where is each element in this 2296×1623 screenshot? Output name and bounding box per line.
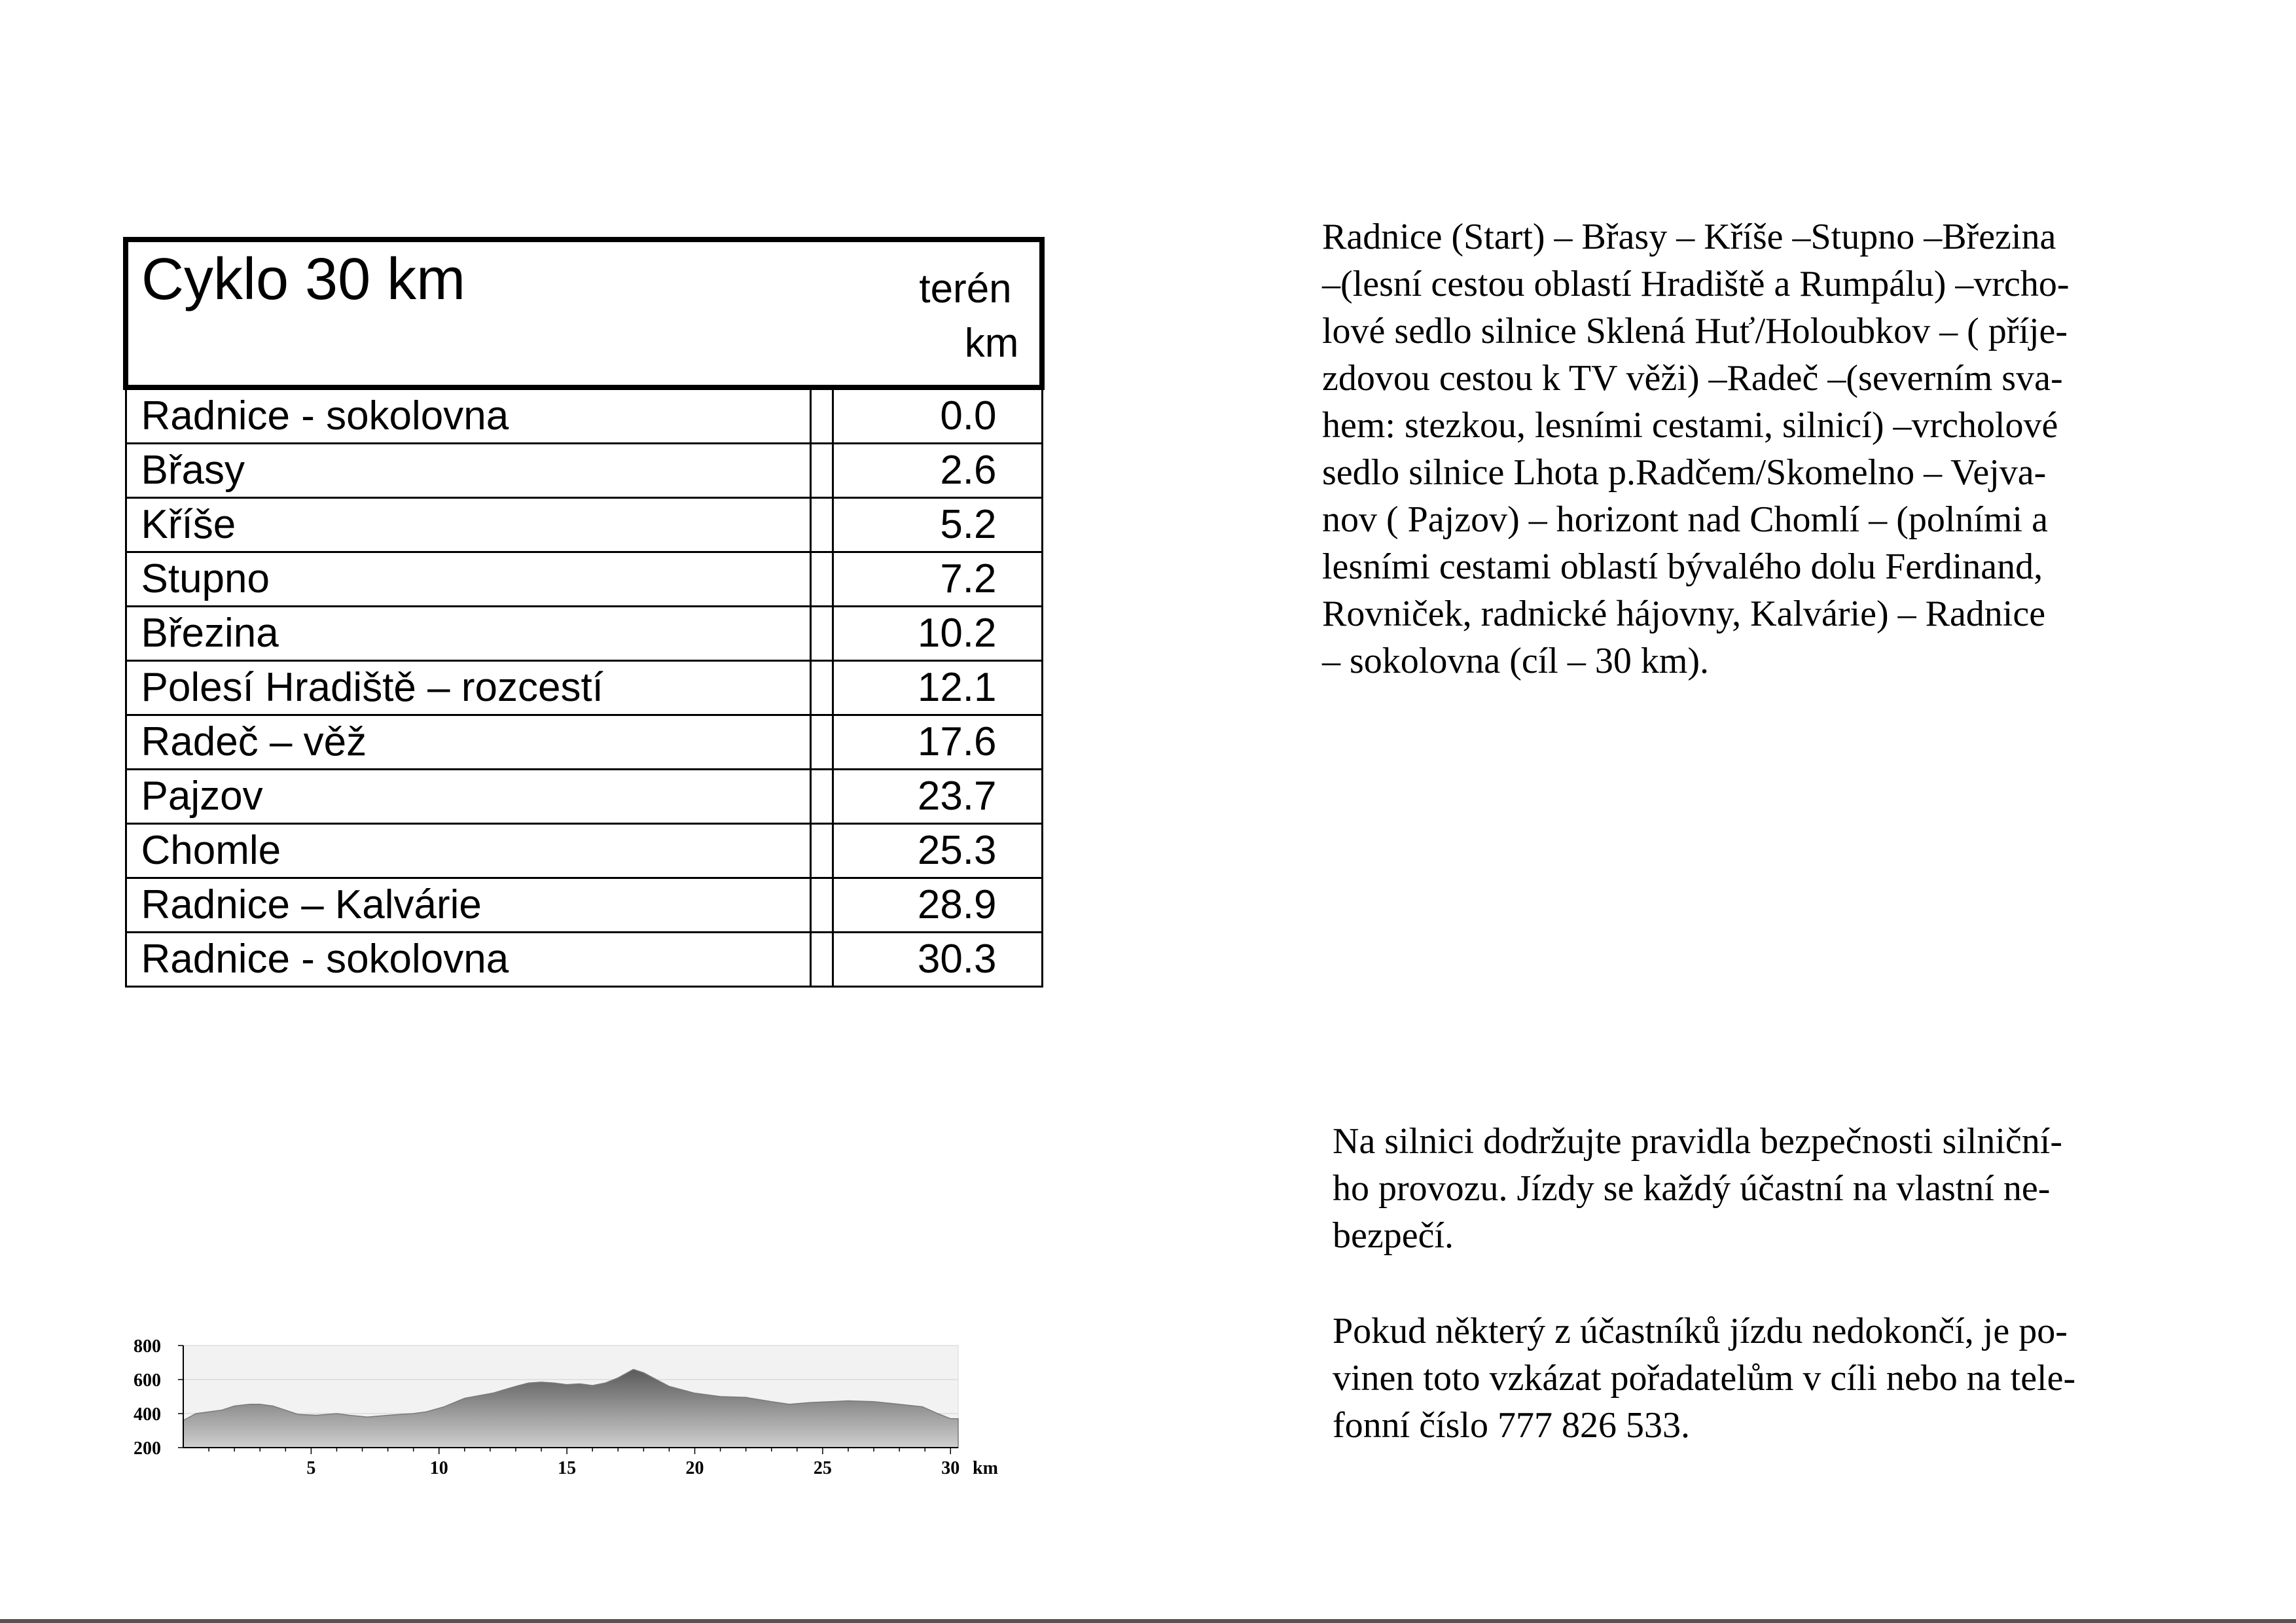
checkpoint-km: 30.3 — [833, 933, 1042, 987]
table-row — [126, 387, 1042, 444]
checkpoint-km: 2.6 — [833, 444, 1042, 498]
table-row — [126, 607, 1042, 661]
table-row — [126, 933, 1042, 987]
checkpoint-km: 0.0 — [833, 387, 1042, 444]
checkpoint-name: Radeč – věž — [126, 715, 810, 770]
safety-notice — [1333, 1118, 2062, 1259]
x-tick-label: 25 — [813, 1458, 832, 1478]
table-row — [126, 444, 1042, 498]
column-unit-km: km — [964, 321, 1019, 366]
checkpoint-km: 25.3 — [833, 824, 1042, 878]
checkpoint-name: Stupno — [126, 552, 810, 607]
route-table — [123, 237, 1045, 988]
terrain-cell — [810, 715, 833, 770]
checkpoint-name: Pajzov — [126, 770, 810, 824]
checkpoint-name: Břasy — [126, 444, 810, 498]
y-tick-label: 200 — [134, 1438, 161, 1459]
route-rows — [126, 387, 1042, 987]
checkpoint-km: 12.1 — [833, 661, 1042, 715]
table-row — [126, 878, 1042, 933]
table-header-row — [126, 240, 1042, 387]
checkpoint-km: 28.9 — [833, 878, 1042, 933]
x-tick-label: 5 — [306, 1458, 316, 1478]
terrain-cell — [810, 770, 833, 824]
checkpoint-name: Polesí Hradiště – rozcestí — [126, 661, 810, 715]
x-tick-label: 30 — [941, 1458, 960, 1478]
terrain-cell — [810, 498, 833, 552]
safety-line: ho provozu. Jízdy se každý účastní na vlastní ne- — [1333, 1168, 2051, 1209]
description-line: –(lesní cestou oblastí Hradiště a Rumpálu) –vrcho- — [1322, 264, 2070, 304]
description-line: zdovou cestou k TV věži) –Radeč –(severním sva- — [1322, 358, 2063, 399]
y-tick-label: 400 — [134, 1404, 161, 1425]
description-line: Radnice (Start) – Břasy – Kříše –Stupno –Březina — [1322, 217, 2056, 257]
route-description — [1322, 213, 2070, 685]
responsibility-line: Pokud některý z účastníků jízdu nedokončí, je po- — [1333, 1311, 2068, 1351]
x-tick-label: 10 — [429, 1458, 448, 1478]
responsibility-notice — [1333, 1308, 2075, 1449]
terrain-cell — [810, 933, 833, 987]
terrain-cell — [810, 444, 833, 498]
page-bottom-edge — [0, 1619, 2296, 1623]
terrain-cell — [810, 387, 833, 444]
table-title: Cyklo 30 km — [126, 240, 833, 387]
safety-line: bezpečí. — [1333, 1215, 1454, 1256]
checkpoint-name: Radnice - sokolovna — [126, 387, 810, 444]
checkpoint-km: 5.2 — [833, 498, 1042, 552]
checkpoint-name: Radnice – Kalvárie — [126, 878, 810, 933]
terrain-cell — [810, 607, 833, 661]
column-label-terrain: terén — [919, 266, 1012, 312]
checkpoint-name: Kříše — [126, 498, 810, 552]
table-row — [126, 715, 1042, 770]
description-line: sedlo silnice Lhota p.Radčem/Skomelno – Vejva- — [1322, 452, 2047, 493]
y-tick-label: 800 — [134, 1336, 161, 1357]
terrain-cell — [810, 824, 833, 878]
description-line: Rovniček, radnické hájovny, Kalvárie) – Radnice — [1322, 594, 2046, 634]
x-tick-label: 15 — [558, 1458, 577, 1478]
x-tick-label: 20 — [685, 1458, 704, 1478]
terrain-cell — [810, 878, 833, 933]
description-line: lesními cestami oblastí bývalého dolu Ferdinand, — [1322, 546, 2043, 587]
y-tick-label: 600 — [134, 1370, 161, 1391]
safety-line: Na silnici dodržujte pravidla bezpečnosti silniční- — [1333, 1121, 2062, 1162]
description-line: hem: stezkou, lesními cestami, silnicí) –vrcholové — [1322, 405, 2058, 446]
checkpoint-km: 23.7 — [833, 770, 1042, 824]
checkpoint-name: Březina — [126, 607, 810, 661]
description-line: – sokolovna (cíl – 30 km). — [1322, 641, 1710, 681]
table-row — [126, 770, 1042, 824]
checkpoint-name: Radnice - sokolovna — [126, 933, 810, 987]
elevation-profile-chart — [111, 1335, 1028, 1486]
table-column-header — [833, 240, 1042, 387]
checkpoint-name: Chomle — [126, 824, 810, 878]
checkpoint-km: 10.2 — [833, 607, 1042, 661]
table-row — [126, 552, 1042, 607]
x-axis-label: km — [973, 1458, 998, 1478]
checkpoint-km: 17.6 — [833, 715, 1042, 770]
table-row — [126, 824, 1042, 878]
table-row — [126, 661, 1042, 715]
table-row — [126, 498, 1042, 552]
description-line: lové sedlo silnice Sklená Huť/Holoubkov – ( příje- — [1322, 311, 2068, 351]
terrain-cell — [810, 661, 833, 715]
checkpoint-km: 7.2 — [833, 552, 1042, 607]
responsibility-line: fonní číslo 777 826 533. — [1333, 1405, 1690, 1446]
responsibility-line: vinen toto vzkázat pořadatelům v cíli nebo na tele- — [1333, 1358, 2076, 1399]
description-line: nov ( Pajzov) – horizont nad Chomlí – (polními a — [1322, 499, 2048, 540]
terrain-cell — [810, 552, 833, 607]
